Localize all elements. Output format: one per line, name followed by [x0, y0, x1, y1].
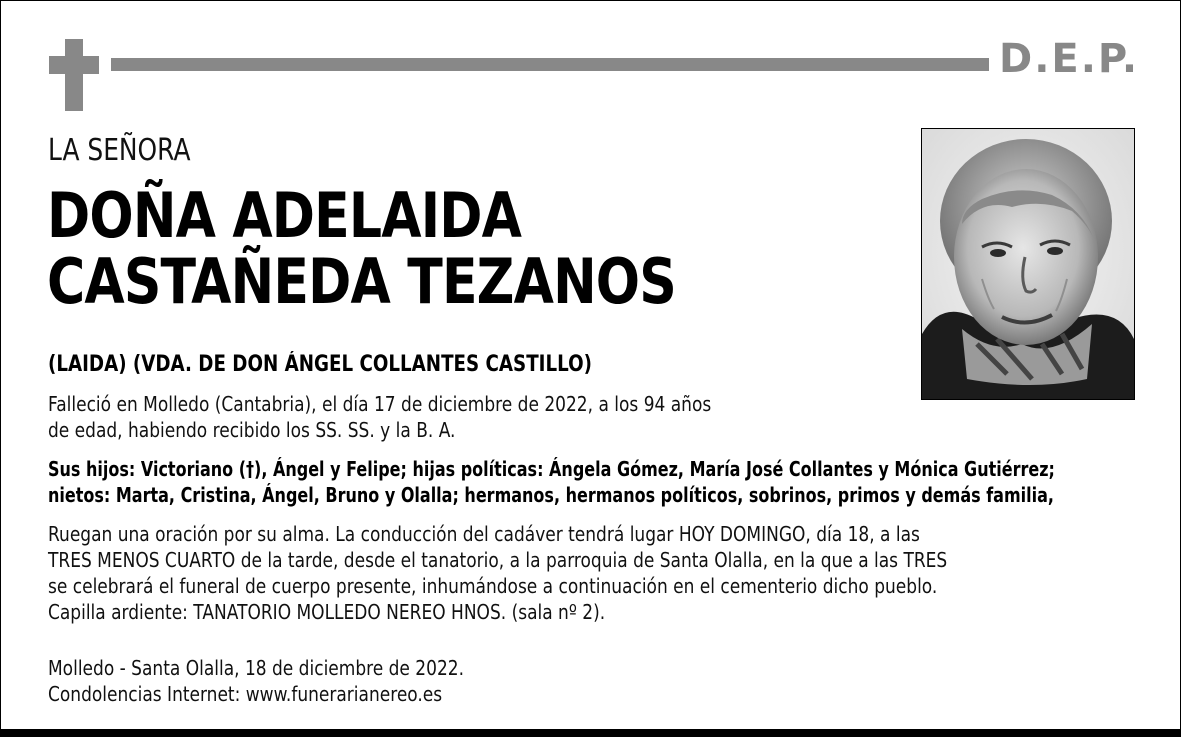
death-notice-line: de edad, habiendo recibido los SS. SS. y la B. A.	[48, 418, 456, 442]
ceremony-line: Capilla ardiente: TANATORIO MOLLEDO NEREO HNOS. (sala nº 2).	[48, 600, 606, 624]
family-line: nietos: Marta, Cristina, Ángel, Bruno y Olalla; hermanos, hermanos políticos, sobrinos, primos y demás familia,	[48, 483, 1054, 507]
cross-horizontal-bar	[49, 56, 99, 74]
footer-info	[48, 655, 464, 707]
condolences-link[interactable]: Condolencias Internet: www.funerarianereo.es	[48, 682, 443, 706]
name-line-2: CASTAÑEDA TEZANOS	[47, 245, 676, 318]
header-rule	[111, 58, 989, 71]
cross-icon	[49, 39, 99, 111]
family-list	[48, 456, 1055, 508]
title-label: LA SEÑORA	[48, 133, 191, 168]
deceased-name	[47, 179, 676, 318]
dep-heading: D.E.P.	[999, 36, 1140, 82]
ceremony-line: se celebrará el funeral de cuerpo presente, inhumándose a continuación en el cementerio dicho pueblo.	[48, 574, 938, 598]
death-notice	[48, 391, 711, 443]
nickname-widow-line: (LAIDA) (VDA. DE DON ÁNGEL COLLANTES CASTILLO)	[48, 352, 592, 377]
ceremony-line: TRES MENOS CUARTO de la tarde, desde el tanatorio, a la parroquia de Santa Olalla, en la que a las TRES	[48, 548, 948, 572]
name-line-1: DOÑA ADELAIDA	[47, 179, 522, 252]
family-line: Sus hijos: Victoriano (†), Ángel y Felipe; hijas políticas: Ángela Gómez, María José Collantes y Mónica Gutiérrez;	[48, 457, 1055, 481]
portrait-image	[922, 129, 1134, 399]
ceremony-details	[48, 521, 947, 625]
death-notice-line: Falleció en Molledo (Cantabria), el día 17 de diciembre de 2022, a los 94 años	[48, 392, 712, 416]
portrait-photo	[921, 128, 1135, 400]
place-date-line: Molledo - Santa Olalla, 18 de diciembre de 2022.	[48, 656, 465, 680]
ceremony-line: Ruegan una oración por su alma. La conducción del cadáver tendrá lugar HOY DOMINGO, día 18, a las	[48, 522, 920, 546]
cross-vertical-bar	[65, 39, 83, 111]
